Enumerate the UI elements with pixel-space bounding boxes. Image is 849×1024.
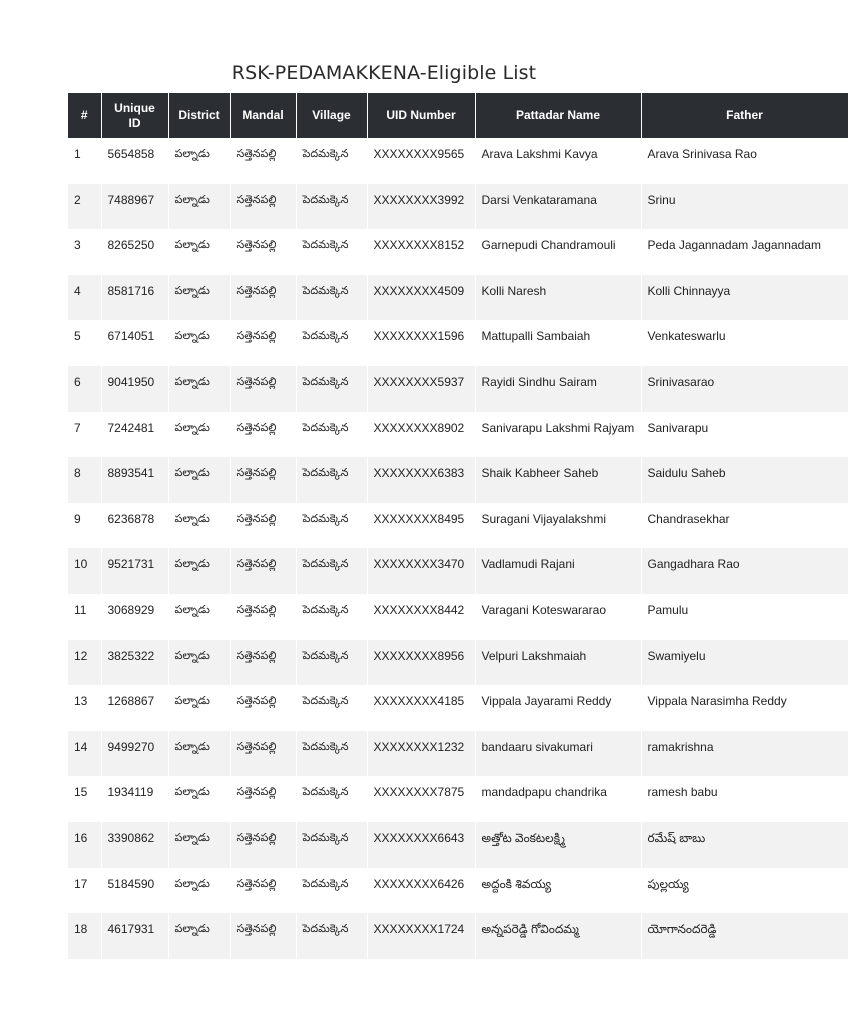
table-row [68,320,848,366]
cell-serial: 15 [68,776,101,822]
table-row [68,457,848,503]
cell-district: పల్నాడు [168,275,230,321]
cell-unique-id: 6714051 [101,320,168,366]
table-row [68,594,848,640]
eligible-list-table-container[interactable] [68,93,821,953]
table-row [68,822,848,868]
cell-serial: 16 [68,822,101,868]
cell-mandal: సత్తెనపల్లి [230,731,296,777]
cell-pattadar-name: Rayidi Sindhu Sairam [475,366,641,412]
cell-serial: 8 [68,457,101,503]
cell-village: పెదమక్కెన [296,412,367,458]
cell-pattadar-name: Mattupalli Sambaiah [475,320,641,366]
cell-uid-number: XXXXXXXX6643 [367,822,475,868]
cell-uid-number: XXXXXXXX4185 [367,685,475,731]
cell-unique-id: 7242481 [101,412,168,458]
cell-uid-number: XXXXXXXX9565 [367,138,475,184]
cell-serial: 11 [68,594,101,640]
header-unique-id: Unique ID [101,93,168,138]
cell-unique-id: 5654858 [101,138,168,184]
cell-serial: 14 [68,731,101,777]
cell-serial: 9 [68,503,101,549]
cell-village: పెదమక్కెన [296,640,367,686]
cell-pattadar-name: Darsi Venkataramana [475,184,641,230]
cell-father-name: Swamiyelu [641,640,848,686]
table-row [68,412,848,458]
cell-serial: 1 [68,138,101,184]
cell-unique-id: 3068929 [101,594,168,640]
header-uid-number: UID Number [367,93,475,138]
cell-father-name: పుల్లయ్య [641,868,848,914]
cell-village: పెదమక్కెన [296,366,367,412]
cell-village: పెదమక్కెన [296,229,367,275]
cell-pattadar-name: Varagani Koteswararao [475,594,641,640]
cell-district: పల్నాడు [168,594,230,640]
cell-pattadar-name: Vippala Jayarami Reddy [475,685,641,731]
cell-father-name: Chandrasekhar [641,503,848,549]
cell-serial: 7 [68,412,101,458]
header-serial: # [68,93,101,138]
table-row [68,366,848,412]
cell-mandal: సత్తెనపల్లి [230,868,296,914]
cell-unique-id: 9499270 [101,731,168,777]
cell-serial: 18 [68,913,101,959]
cell-father-name: యోగానందరెడ్డి [641,913,848,959]
cell-unique-id: 8893541 [101,457,168,503]
cell-father-name: Gangadhara Rao [641,548,848,594]
cell-unique-id: 5184590 [101,868,168,914]
cell-village: పెదమక్కెన [296,776,367,822]
cell-uid-number: XXXXXXXX1232 [367,731,475,777]
cell-unique-id: 9041950 [101,366,168,412]
cell-district: పల్నాడు [168,731,230,777]
cell-village: పెదమక్కెన [296,320,367,366]
cell-father-name: Srinivasarao [641,366,848,412]
cell-district: పల్నాడు [168,913,230,959]
cell-village: పెదమక్కెన [296,503,367,549]
table-row [68,913,848,959]
cell-father-name: రమేష్ బాబు [641,822,848,868]
cell-district: పల్నాడు [168,640,230,686]
cell-father-name: Pamulu [641,594,848,640]
cell-village: పెదమక్కెన [296,138,367,184]
cell-uid-number: XXXXXXXX4509 [367,275,475,321]
table-body [68,138,848,959]
table-row [68,776,848,822]
cell-mandal: సత్తెనపల్లి [230,320,296,366]
cell-serial: 2 [68,184,101,230]
cell-uid-number: XXXXXXXX8442 [367,594,475,640]
cell-village: పెదమక్కెన [296,275,367,321]
cell-mandal: సత్తెనపల్లి [230,457,296,503]
cell-village: పెదమక్కెన [296,913,367,959]
cell-uid-number: XXXXXXXX1724 [367,913,475,959]
cell-serial: 10 [68,548,101,594]
cell-district: పల్నాడు [168,685,230,731]
cell-unique-id: 3390862 [101,822,168,868]
cell-father-name: Kolli Chinnayya [641,275,848,321]
cell-mandal: సత్తెనపల్లి [230,594,296,640]
cell-pattadar-name: Shaik Kabheer Saheb [475,457,641,503]
cell-village: పెదమక్కెన [296,594,367,640]
table-row [68,229,848,275]
page-title: RSK-PEDAMAKKENA-Eligible List [231,62,537,84]
cell-father-name: Vippala Narasimha Reddy [641,685,848,731]
cell-pattadar-name: mandadpapu chandrika [475,776,641,822]
cell-father-name: Saidulu Saheb [641,457,848,503]
cell-unique-id: 6236878 [101,503,168,549]
table-row [68,548,848,594]
table-row [68,184,848,230]
cell-father-name: Sanivarapu [641,412,848,458]
cell-district: పల్నాడు [168,868,230,914]
cell-unique-id: 7488967 [101,184,168,230]
cell-mandal: సత్తెనపల్లి [230,412,296,458]
cell-pattadar-name: అత్తోట వెంకటలక్ష్మి [475,822,641,868]
cell-mandal: సత్తెనపల్లి [230,640,296,686]
cell-father-name: Peda Jagannadam Jagannadam [641,229,848,275]
cell-unique-id: 8581716 [101,275,168,321]
cell-village: పెదమక్కెన [296,184,367,230]
cell-father-name: Venkateswarlu [641,320,848,366]
table-row [68,503,848,549]
cell-uid-number: XXXXXXXX1596 [367,320,475,366]
cell-uid-number: XXXXXXXX8956 [367,640,475,686]
cell-uid-number: XXXXXXXX3470 [367,548,475,594]
cell-district: పల్నాడు [168,457,230,503]
cell-village: పెదమక్కెన [296,731,367,777]
table-row [68,731,848,777]
cell-unique-id: 8265250 [101,229,168,275]
cell-uid-number: XXXXXXXX7875 [367,776,475,822]
cell-mandal: సత్తెనపల్లి [230,913,296,959]
cell-mandal: సత్తెనపల్లి [230,366,296,412]
cell-serial: 4 [68,275,101,321]
cell-district: పల్నాడు [168,320,230,366]
cell-pattadar-name: Vadlamudi Rajani [475,548,641,594]
cell-unique-id: 9521731 [101,548,168,594]
table-row [68,640,848,686]
cell-unique-id: 1934119 [101,776,168,822]
cell-pattadar-name: Garnepudi Chandramouli [475,229,641,275]
cell-pattadar-name: Kolli Naresh [475,275,641,321]
header-village: Village [296,93,367,138]
table-header [68,93,848,138]
cell-district: పల్నాడు [168,412,230,458]
eligible-list-table [68,93,849,959]
header-district: District [168,93,230,138]
cell-village: పెదమక్కెన [296,457,367,503]
cell-district: పల్నాడు [168,229,230,275]
cell-serial: 12 [68,640,101,686]
cell-unique-id: 4617931 [101,913,168,959]
cell-pattadar-name: Arava Lakshmi Kavya [475,138,641,184]
cell-district: పల్నాడు [168,138,230,184]
cell-pattadar-name: అద్దంకి శివయ్య [475,868,641,914]
cell-uid-number: XXXXXXXX6383 [367,457,475,503]
cell-unique-id: 3825322 [101,640,168,686]
table-row [68,868,848,914]
cell-uid-number: XXXXXXXX8152 [367,229,475,275]
cell-serial: 13 [68,685,101,731]
cell-uid-number: XXXXXXXX5937 [367,366,475,412]
cell-village: పెదమక్కెన [296,822,367,868]
cell-father-name: ramakrishna [641,731,848,777]
cell-uid-number: XXXXXXXX3992 [367,184,475,230]
cell-uid-number: XXXXXXXX8495 [367,503,475,549]
cell-serial: 17 [68,868,101,914]
cell-mandal: సత్తెనపల్లి [230,138,296,184]
cell-unique-id: 1268867 [101,685,168,731]
cell-district: పల్నాడు [168,822,230,868]
cell-mandal: సత్తెనపల్లి [230,822,296,868]
cell-village: పెదమక్కెన [296,868,367,914]
cell-serial: 5 [68,320,101,366]
cell-mandal: సత్తెనపల్లి [230,548,296,594]
cell-uid-number: XXXXXXXX8902 [367,412,475,458]
cell-district: పల్నాడు [168,366,230,412]
cell-mandal: సత్తెనపల్లి [230,503,296,549]
cell-serial: 6 [68,366,101,412]
cell-mandal: సత్తెనపల్లి [230,275,296,321]
cell-village: పెదమక్కెన [296,685,367,731]
table-row [68,138,848,184]
cell-mandal: సత్తెనపల్లి [230,184,296,230]
cell-district: పల్నాడు [168,776,230,822]
table-row [68,275,848,321]
cell-pattadar-name: Velpuri Lakshmaiah [475,640,641,686]
cell-mandal: సత్తెనపల్లి [230,776,296,822]
cell-pattadar-name: Sanivarapu Lakshmi Rajyam [475,412,641,458]
header-father-name: Father [641,93,848,138]
header-pattadar-name: Pattadar Name [475,93,641,138]
cell-district: పల్నాడు [168,548,230,594]
cell-father-name: Arava Srinivasa Rao [641,138,848,184]
header-mandal: Mandal [230,93,296,138]
cell-mandal: సత్తెనపల్లి [230,685,296,731]
cell-pattadar-name: bandaaru sivakumari [475,731,641,777]
cell-father-name: Srinu [641,184,848,230]
cell-serial: 3 [68,229,101,275]
cell-mandal: సత్తెనపల్లి [230,229,296,275]
cell-uid-number: XXXXXXXX6426 [367,868,475,914]
cell-father-name: ramesh babu [641,776,848,822]
cell-pattadar-name: Suragani Vijayalakshmi [475,503,641,549]
cell-pattadar-name: అన్నపరెడ్డి గోవిందమ్మ [475,913,641,959]
cell-village: పెదమక్కెన [296,548,367,594]
cell-district: పల్నాడు [168,503,230,549]
cell-district: పల్నాడు [168,184,230,230]
table-row [68,685,848,731]
